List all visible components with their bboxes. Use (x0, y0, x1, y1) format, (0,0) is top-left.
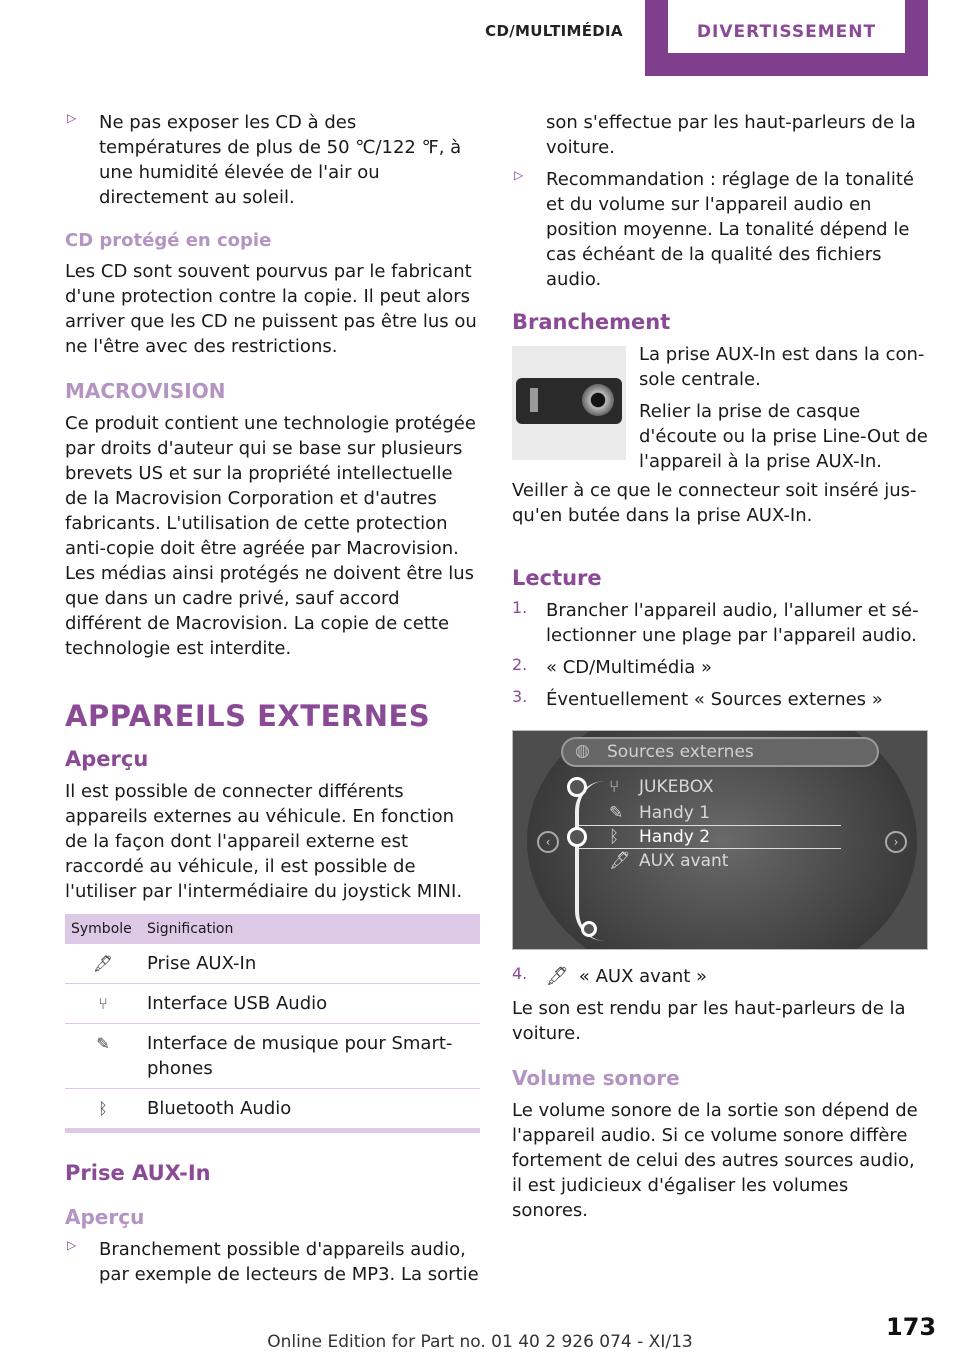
paragraph: Relier la prise de casque d'écoute ou la prise Line-Out de l'appareil à la prise AUX-In. (639, 401, 928, 472)
table-row (65, 1024, 480, 1089)
paragraph: Veiller à ce que le connecteur soit inséré jusqu'en butée dans la prise AUX-In. (512, 480, 917, 526)
screen-item-label: JUKEBOX (639, 777, 714, 797)
smartphone-music-icon: ✎ (65, 1024, 141, 1089)
screen-item-label: Handy 2 (639, 827, 711, 847)
column-header: Symbole (65, 914, 141, 944)
list-item (512, 598, 928, 648)
paragraph: Le son est rendu par les haut-parleurs de la voiture. (512, 998, 906, 1044)
smartphone-music-icon: ✎ (609, 803, 624, 823)
selection-arc (575, 781, 605, 941)
list-item-text: Brancher l'appareil audio, l'allumer et sélectionner une plage par l'appareil audio. (546, 600, 919, 646)
screen-item-label: Handy 1 (639, 803, 711, 823)
socket-description (639, 342, 928, 474)
list-item (512, 655, 928, 680)
step-text: « AUX avant » (578, 966, 708, 987)
bluetooth-icon: ᛒ (65, 1089, 141, 1131)
aux-plug-icon: 🖋 (65, 944, 141, 984)
section-heading: CD protégé en copie (65, 230, 272, 251)
list-item-text (546, 964, 928, 989)
list-item-text: Éventuellement « Sources externes » (546, 689, 883, 710)
section-heading: Lecture (512, 566, 602, 590)
step-number: 4. (512, 964, 528, 983)
screen-list-item (609, 777, 714, 797)
triangle-bullet-icon: ▷ (514, 168, 524, 182)
menu-icon: ◍ (575, 741, 590, 761)
step-number: 2. (512, 655, 528, 674)
screen-list-item (609, 851, 728, 871)
list-item (65, 1237, 480, 1287)
list-item (512, 687, 928, 712)
table-cell: Interface de musique pour Smartphones (141, 1024, 480, 1089)
triangle-bullet-icon: ▷ (67, 111, 77, 125)
page-number: 173 (886, 1313, 937, 1341)
socket-figure-block (512, 342, 928, 478)
table-row (65, 944, 480, 984)
table-header-row (65, 914, 480, 944)
table-cell: Prise AUX-In (141, 944, 480, 984)
page-header (0, 0, 960, 80)
left-column (65, 110, 480, 1294)
chapter-tab-label: DIVERTISSEMENT (668, 0, 905, 53)
selector-dot (567, 777, 587, 797)
list-item (65, 110, 480, 210)
table-cell: Bluetooth Audio (141, 1089, 480, 1131)
section-tab[interactable]: CD/MULTIMÉDIA (485, 22, 623, 40)
nav-right-icon: › (885, 831, 907, 853)
paragraph: son s'effectue par les haut-parleurs de la voiture. (546, 112, 916, 158)
aux-plug-icon: 🖋 (546, 966, 569, 987)
section-heading: Aperçu (65, 747, 149, 771)
column-header: Signification (141, 914, 480, 944)
table-row (65, 984, 480, 1024)
nav-left-icon: ‹ (537, 831, 559, 853)
paragraph: Il est possible de connecter différents appareils externes au véhicule. En fonction de la façon dont l'appareil externe est raccordé au véhicule, il est possible de l'utiliser par l'intermédiaire du joystick MINI. (65, 781, 463, 902)
table-row (65, 1089, 480, 1131)
section-heading: Branchement (512, 310, 671, 334)
footer-edition: Online Edition for Part no. 01 40 2 926 074 - XI/13 (267, 1332, 693, 1352)
list-item-text: « CD/Multimédia » (546, 657, 713, 678)
list-item-text: Recommandation : réglage de la tonalité et du volume sur l'appareil audio en position moyenne. La tonalité dépend le cas échéant de la qualité des fichiers audio. (546, 169, 915, 290)
chapter-heading: APPAREILS EXTERNES (65, 699, 431, 733)
display-screenshot (512, 730, 928, 950)
screen-list-item (609, 803, 710, 823)
screen-list-item-selected (609, 827, 710, 847)
section-heading: Aperçu (65, 1205, 145, 1229)
step-number: 3. (512, 687, 528, 706)
right-column (512, 110, 928, 1223)
screen-item-label: AUX avant (639, 851, 729, 871)
socket-panel (516, 378, 622, 424)
aux-jack-icon (582, 384, 614, 416)
selector-dot (581, 921, 597, 937)
usb-icon: ⑂ (65, 984, 141, 1024)
step-number: 1. (512, 598, 528, 617)
usb-icon: ⑂ (609, 777, 620, 797)
aux-socket-image (512, 346, 626, 460)
symbol-table (65, 914, 480, 1133)
screen-title-label: Sources externes (607, 742, 754, 762)
aux-plug-icon: 🖋 (609, 851, 631, 871)
paragraph: Les CD sont souvent pourvus par le fabricant d'une protection contre la copie. Il peut alors arriver que les CD ne puissent pas être lus ou ne l'être avec des restrictions. (65, 261, 477, 357)
section-heading: Prise AUX-In (65, 1161, 211, 1185)
section-heading: Volume sonore (512, 1066, 680, 1090)
paragraph: Ce produit contient une technologie protégée par droits d'auteur qui se base sur plusieurs brevets US et sur la propriété intellectuelle de la Macrovision Corporation et d'autres fabricants. L'utilisation de cette protection anti-copie doit être agréée par Macrovision. Les médias ainsi protégés ne doivent être lus que dans un cadre privé, sauf accord différent de Macrovision. La copie de cette technologie est interdite. (65, 413, 476, 659)
list-item-text: Ne pas exposer les CD à des températures de plus de 50 ℃/122 ℉, à une humidité élevée de l'air ou directement au soleil. (99, 112, 462, 208)
section-heading: MACROVISION (65, 379, 226, 403)
screen-title (561, 737, 879, 767)
bluetooth-icon: ᛒ (609, 827, 620, 847)
paragraph: La prise AUX-In est dans la console centrale. (639, 344, 925, 390)
list-item-text: Branchement possible d'appareils audio, par exemple de lecteurs de MP3. La sortie (99, 1239, 479, 1285)
paragraph: Le volume sonore de la sortie son dépend de l'appareil audio. Si ce volume sonore diffère fortement de celui des autres sources audio, il est judicieux d'égaliser les volumes sonores. (512, 1100, 918, 1221)
list-item (512, 167, 928, 292)
table-cell: Interface USB Audio (141, 984, 480, 1024)
usb-port-icon (530, 388, 538, 412)
list-item (512, 964, 928, 989)
chapter-tab[interactable] (645, 0, 928, 76)
triangle-bullet-icon: ▷ (67, 1238, 77, 1252)
